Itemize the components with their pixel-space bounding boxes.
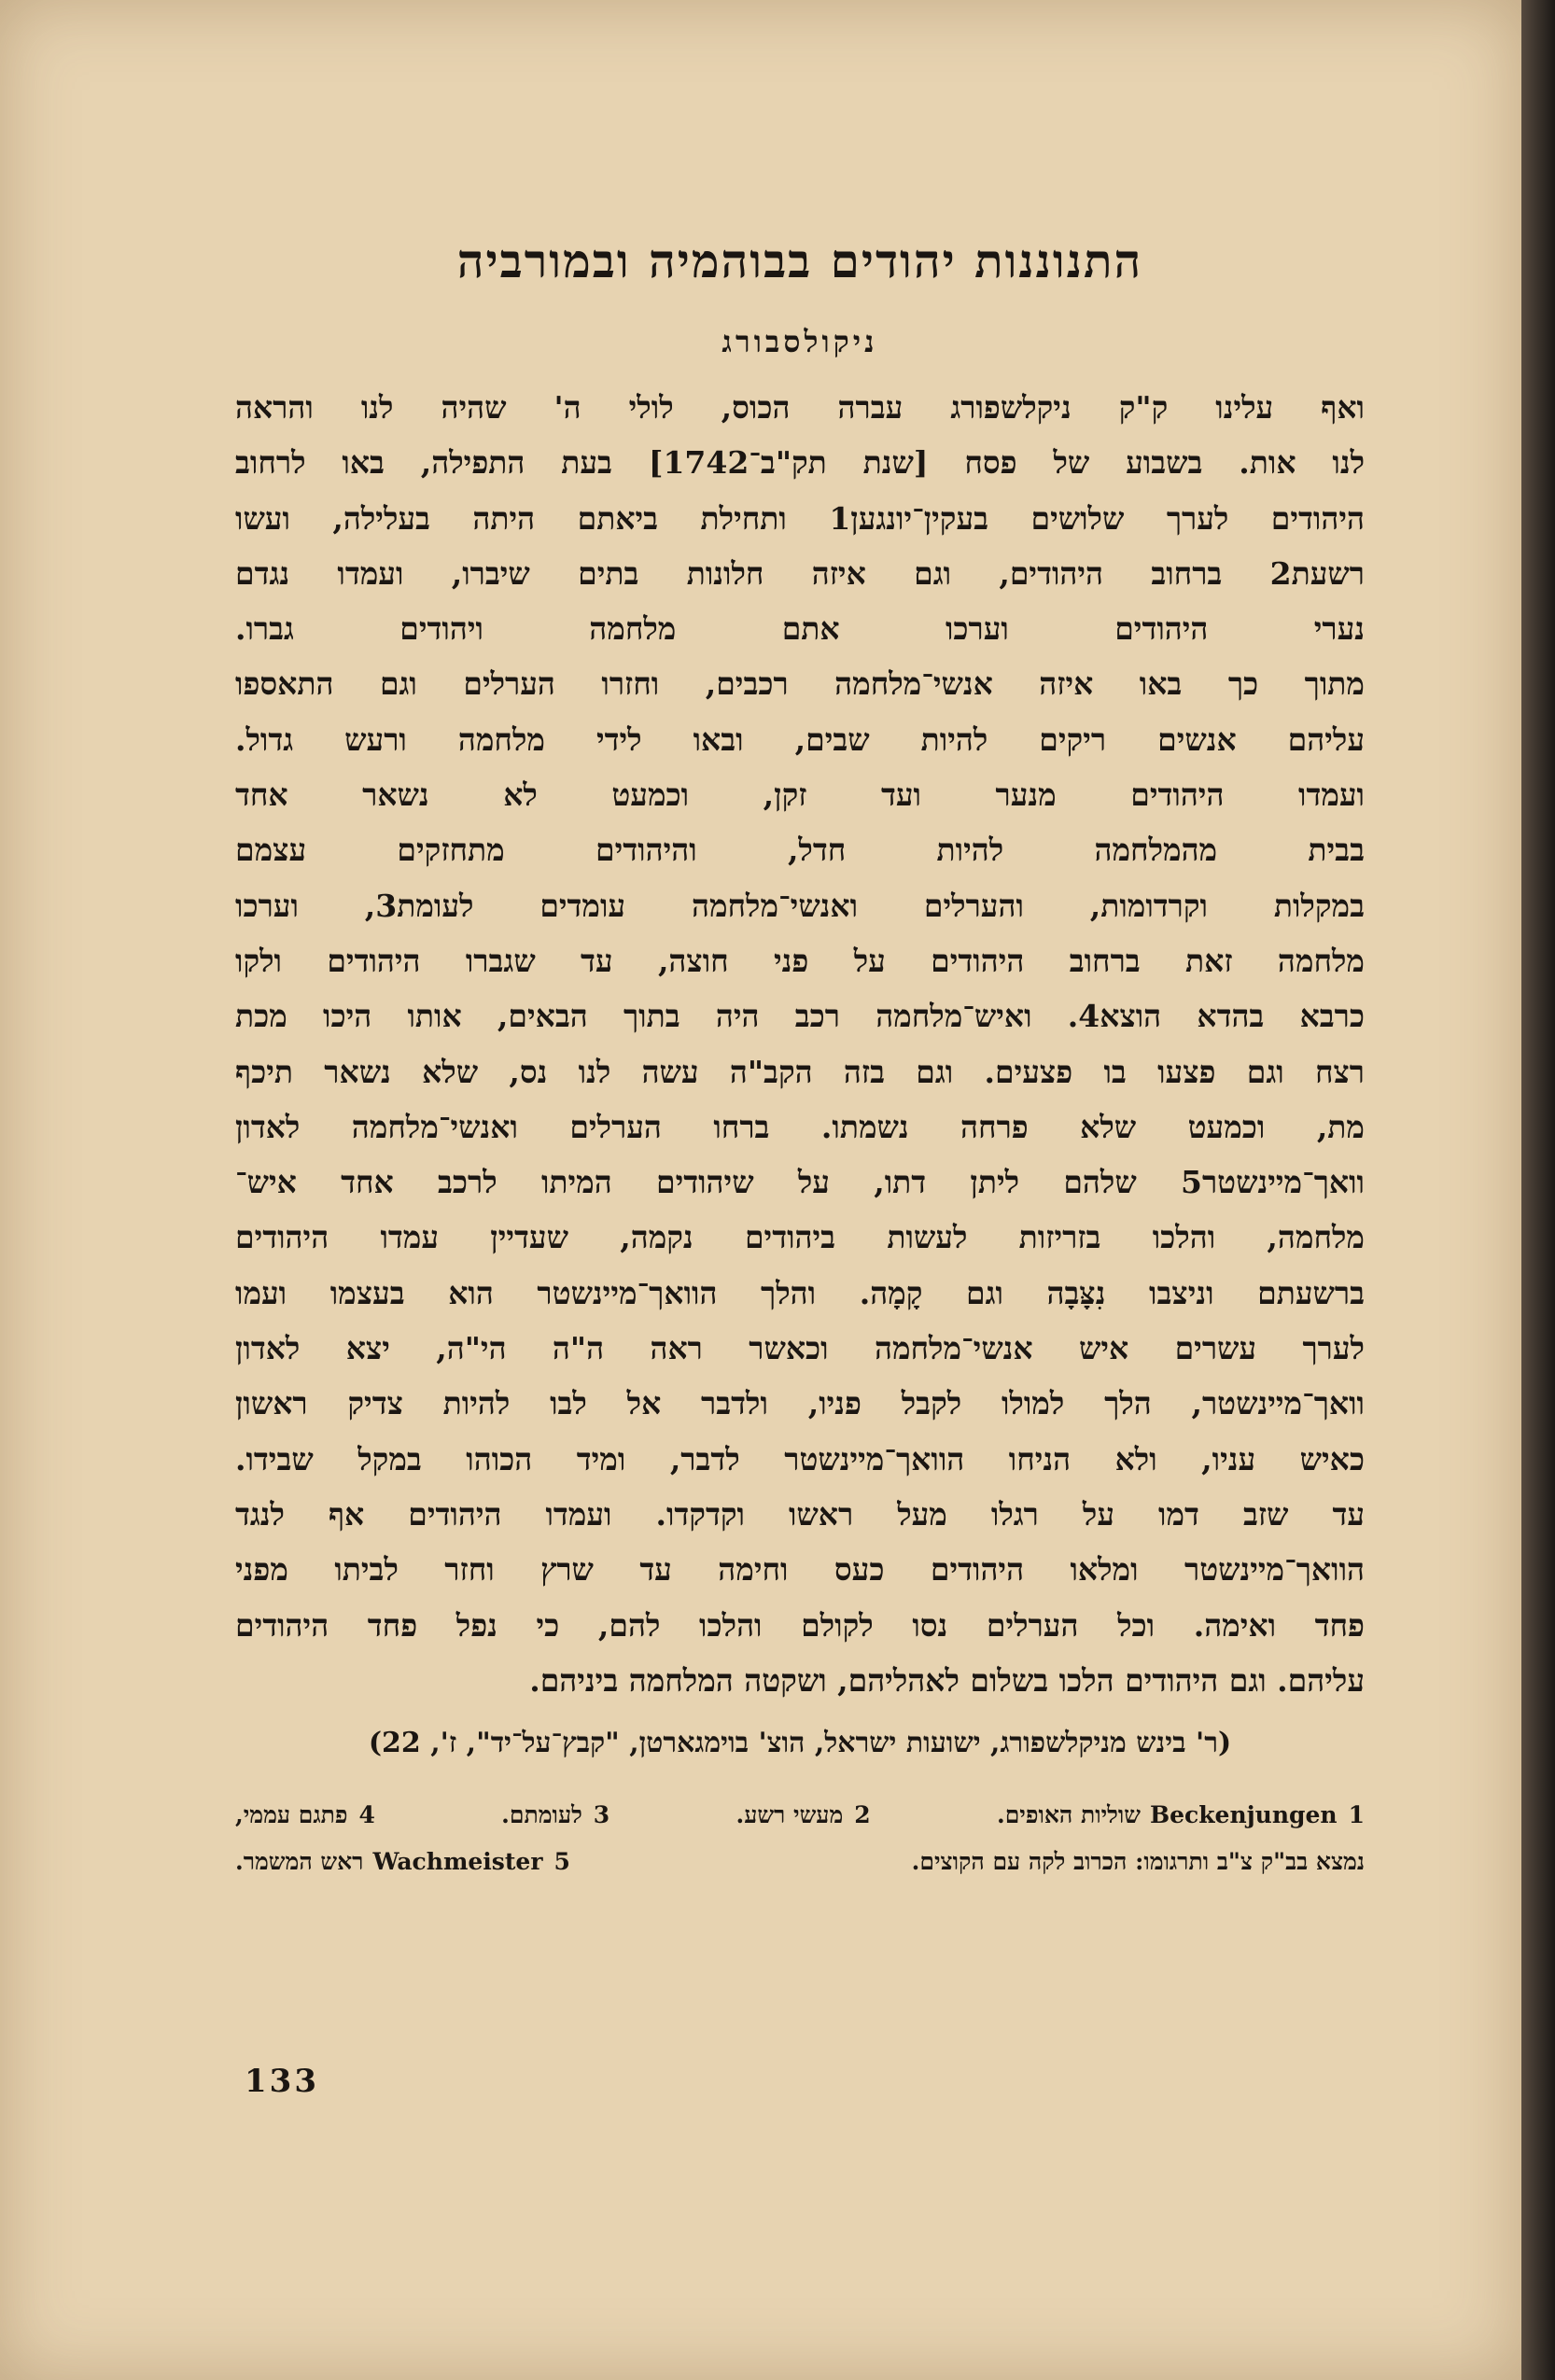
text-line: מת, וכמעט שלא פרחה נשמתו. ברחו הערלים ואנשי־מלחמה לאדון bbox=[235, 1108, 1365, 1145]
footnote-number: 3 bbox=[593, 1801, 610, 1829]
page-number: 133 bbox=[245, 2063, 319, 2100]
text-line: הוואך־מיינשטר ומלאו היהודים כעס וחימה עד שרץ וחזר לביתו מפני bbox=[235, 1551, 1365, 1589]
text-line: עליהם. וגם היהודים הלכו בשלום לאהליהם, ושקטה המלחמה ביניהם. bbox=[529, 1661, 1365, 1699]
page-content bbox=[235, 233, 1365, 1885]
footnote-text: לעומתם. bbox=[501, 1801, 582, 1829]
text-line: מלחמה זאת ברחוב היהודים על פני חוצה, עד שגברו היהודים ולקו bbox=[235, 942, 1365, 979]
text-line: בבית מהמלחמה להיות חדל, והיהודים מתחזקים עצמם bbox=[235, 832, 1365, 869]
source-citation: (ר' בינש מניקלשפורג, ישועות ישראל, הוצ' בוימגארטן, "קבץ־על־יד", ז', 22) bbox=[368, 1727, 1232, 1760]
footnote-text: נמצא בב"ק צ"ב ותרגומו: הכרוב לקה עם הקוצים. bbox=[911, 1848, 1365, 1876]
book-edge bbox=[1521, 0, 1555, 2380]
text-line: ברשעתם וניצבו נִצָּבָה וגם קָמָה. והלך הוואך־מיינשטר הוא בעצמו ועמו bbox=[235, 1274, 1365, 1311]
footnote-number: 1 bbox=[1348, 1801, 1365, 1829]
text-line: וואך־מיינשטר, הלך למולו לקבל פניו, ולדבר אל לבו להיות צדיק ראשון bbox=[235, 1385, 1365, 1422]
text-line: במקלות וקרדומות, והערלים ואנשי־מלחמה עומדים לעומת3, וערכו bbox=[235, 887, 1365, 924]
text-line: לערך עשרים איש אנשי־מלחמה וכאשר ראה ה"ה הי"ה, יצא לאדון bbox=[235, 1330, 1365, 1367]
section-subtitle: ניקולסבורג bbox=[721, 324, 878, 359]
footnote-row bbox=[235, 1839, 1365, 1885]
text-line: כאיש עניו, ולא הניחו הוואך־מיינשטר לדבר, ומיד הכוהו במקל שבידו. bbox=[235, 1440, 1365, 1477]
text-line: פחד ואימה. וכל הערלים נסו לקולם והלכו להם, כי נפל פחד היהודים bbox=[235, 1606, 1365, 1644]
footnote-2 bbox=[736, 1792, 871, 1839]
footnote-5 bbox=[235, 1839, 570, 1885]
footnote-latin-term: Wachmeister bbox=[372, 1848, 543, 1876]
text-line: מלחמה, והלכו בזריזות לעשות ביהודים נקמה, שעדיין עמדו היהודים bbox=[235, 1219, 1365, 1256]
footnotes bbox=[235, 1792, 1365, 1885]
footnote-row bbox=[235, 1792, 1365, 1839]
footnote-4 bbox=[235, 1792, 375, 1839]
footnote-number: 2 bbox=[854, 1801, 871, 1829]
footnote-number: 4 bbox=[358, 1801, 375, 1829]
text-line: רצח וגם פצעו בו פצעים. וגם בזה הקב"ה עשה לנו נס, שלא נשאר תיכף bbox=[235, 1053, 1365, 1090]
footnote-text: ראש המשמר. bbox=[235, 1848, 364, 1876]
chapter-title: התנוננות יהודים בבוהמיה ובמורביה bbox=[456, 233, 1143, 288]
text-line: עליהם אנשים ריקים להיות שבים, ובאו לידי מלחמה ורעש גדול. bbox=[235, 721, 1365, 758]
footnote-text: פתגם עממי, bbox=[235, 1801, 348, 1829]
text-line: נערי היהודים וערכו אתם מלחמה ויהודים גברו. bbox=[235, 610, 1365, 648]
footnote-number: 5 bbox=[553, 1848, 570, 1876]
text-line: וואך־מיינשטר5 שלהם ליתן דתו, על שיהודים המיתו לרכב אחד איש־ bbox=[235, 1164, 1365, 1201]
text-line: היהודים לערך שלושים בעקין־יונגען1 ותחילת ביאתם היתה בעלילה, ועשו bbox=[235, 499, 1365, 537]
footnote-1 bbox=[997, 1792, 1365, 1839]
text-line: עד שזב דמו על רגלו מעל ראשו וקדקדו. ועמדו היהודים אף לנגד bbox=[235, 1495, 1365, 1533]
body-text bbox=[235, 380, 1365, 1708]
footnote-text: מעשי רשע. bbox=[735, 1801, 844, 1829]
footnote-latin-term: Beckenjungen bbox=[1149, 1801, 1338, 1829]
text-line: ואף עלינו ק"ק ניקלשפורג עברה הכוס, לולי ה' שהיה לנו והראה bbox=[235, 389, 1365, 426]
footnote-4-continued bbox=[912, 1839, 1365, 1885]
footnote-text: שוליות האופים. bbox=[996, 1801, 1141, 1829]
text-line: כרבא בהדא הוצא4. ואיש־מלחמה רכב היה בתוך הבאים, אותו היכו מכת bbox=[235, 998, 1365, 1035]
text-line: ועמדו היהודים מנער ועד זקן, וכמעט לא נשאר אחד bbox=[235, 777, 1365, 814]
text-line: מתוך כך באו איזה אנשי־מלחמה רכבים, וחזרו הערלים וגם התאספו bbox=[235, 665, 1365, 703]
footnote-3 bbox=[501, 1792, 609, 1839]
text-line: לנו אות. בשבוע של פסח [שנת תק"ב־1742] בעת התפילה, באו לרחוב bbox=[235, 444, 1366, 482]
text-line: רשעת2 ברחוב היהודים, וגם איזה חלונות בתים שיברו, ועמדו נגדם bbox=[235, 554, 1365, 592]
